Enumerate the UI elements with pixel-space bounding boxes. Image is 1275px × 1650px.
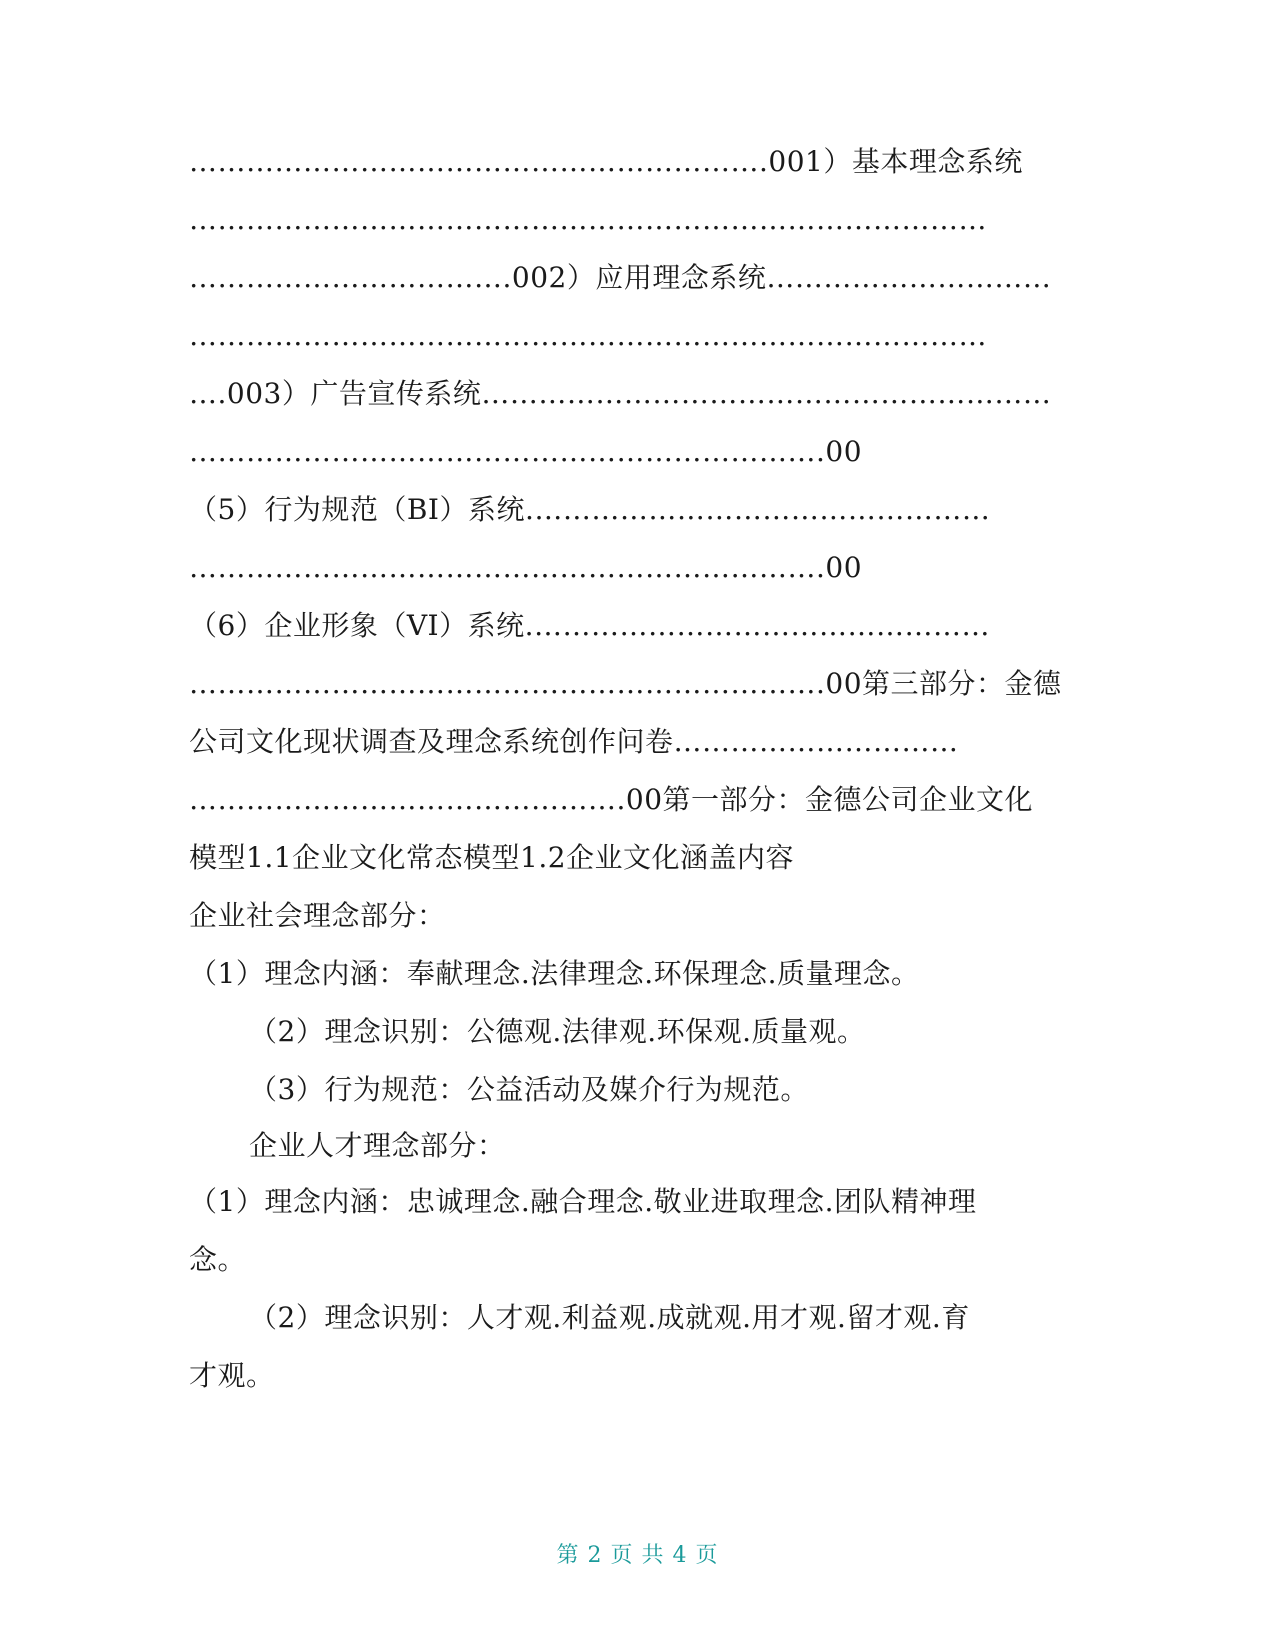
toc-line: ………………………………………………………….00第三部分：金德 [189,667,1062,700]
section-heading: 企业社会理念部分： [189,899,446,932]
toc-line: 公司文化现状调查及理念系统创作问卷………………………… [189,725,959,758]
section-heading: 企业人才理念部分： [249,1129,506,1162]
toc-line: ……………………………………….00第一部分：金德公司企业文化 [189,783,1034,816]
toc-line: ………………………………………………………………………… [189,319,987,352]
list-item: （2）理念识别：人才观.利益观.成就观.用才观.留才观.育 [249,1301,970,1334]
page-number-footer: 第 2 页 共 4 页 [556,1543,719,1568]
toc-line: （6）企业形象（VI）系统.………………………………………… [189,609,990,642]
toc-line: ………………………………………………………….00 [189,435,863,468]
list-item: （2）理念识别：公德观.法律观.环保观.质量观。 [249,1015,866,1048]
toc-line: …………………………….002）应用理念系统………………………… [189,261,1052,294]
toc-line: …………………………………………………….001）基本理念系统 [189,145,1023,178]
list-item: （1）理念内涵：忠诚理念.融合理念.敬业进取理念.团队精神理 [189,1185,977,1218]
toc-line: （5）行为规范（BI）系统.………………………………………… [189,493,991,526]
toc-line: ………………………………………………………………………… [189,203,987,236]
paragraph-line: 模型1.1企业文化常态模型1.2企业文化涵盖内容 [189,841,795,874]
list-item-continuation: 才观。 [189,1359,275,1392]
toc-line: ….003）广告宣传系统…………………………………………………… [189,377,1052,410]
list-item: （1）理念内涵：奉献理念.法律理念.环保理念.质量理念。 [189,957,920,990]
toc-line: ………………………………………………………….00 [189,551,863,584]
list-item: （3）行为规范：公益活动及媒介行为规范。 [249,1073,809,1106]
list-item-continuation: 念。 [189,1243,247,1276]
